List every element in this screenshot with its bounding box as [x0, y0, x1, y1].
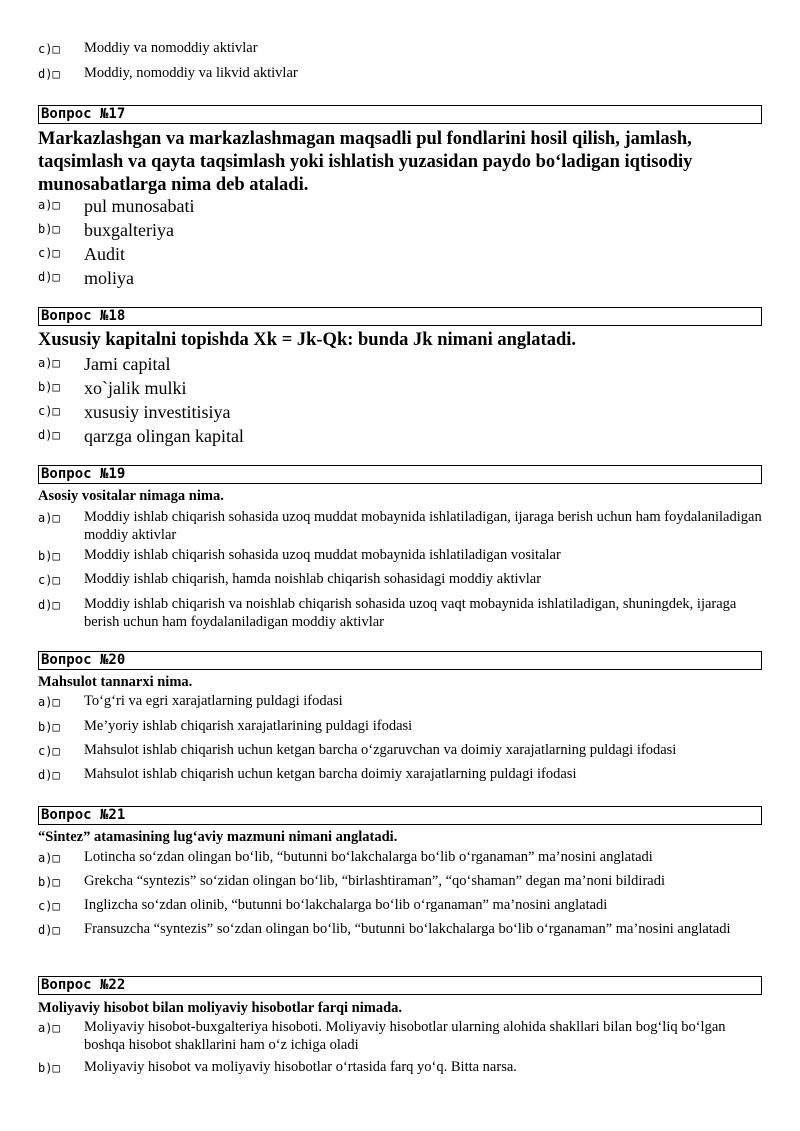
question-header: Вопрос №17	[38, 105, 762, 124]
answer-option[interactable]	[38, 1058, 764, 1076]
option-letter: b)□	[38, 380, 60, 394]
question-header: Вопрос №18	[38, 307, 762, 326]
option-text: Inglizcha so‘zdan olinib, “butunni bo‘lakchalarga bo‘lib o‘rganaman” ma’nosini anglatadi	[84, 897, 608, 913]
answer-option[interactable]	[38, 377, 764, 399]
option-letter: c)□	[38, 744, 60, 758]
question-header: Вопрос №20	[38, 651, 762, 670]
option-text: Moddiy ishlab chiqarish va noishlab chiqarish sohasida uzoq vaqt mobaynida ishlatiladigan, shuningdek, ijaraga berish uchun ham foydalaniladigan moddiy aktivlar	[84, 596, 737, 630]
option-text: Me’yoriy ishlab chiqarish xarajatlarining puldagi ifodasi	[84, 718, 413, 734]
option-text: Moddiy ishlab chiqarish sohasida uzoq muddat mobaynida ishlatiladigan, ijaraga berish uchun ham foydalaniladigan moddiy aktivlar	[84, 509, 762, 543]
option-text: Fransuzcha “syntezis” so‘zdan olingan bo‘lib, “butunni bo‘lakchalarga bo‘lib o‘rganaman” ma’nosini anglatadi	[84, 921, 731, 937]
option-text: Mahsulot ishlab chiqarish uchun ketgan barcha doimiy xarajatlarning puldagi ifodasi	[84, 766, 577, 782]
option-text: qarzga olingan kapital	[84, 426, 244, 446]
option-text: Grekcha “syntezis” so‘zidan olingan bo‘lib, “birlashtiraman”, “qo‘shaman” degan ma’noni bildiradi	[84, 873, 666, 889]
option-text: To‘g‘ri va egri xarajatlarning puldagi ifodasi	[84, 693, 343, 709]
option-text: Mahsulot ishlab chiqarish uchun ketgan barcha o‘zgaruvchan va doimiy xarajatlarning puldagi ifodasi	[84, 742, 677, 758]
option-letter: b)□	[38, 549, 60, 563]
answer-option[interactable]	[38, 546, 764, 564]
option-letter: b)□	[38, 1061, 60, 1075]
answer-option[interactable]	[38, 717, 764, 735]
option-letter: c)□	[38, 42, 60, 56]
question-text: “Sintez” atamasining lug‘aviy mazmuni nimani anglatadi.	[38, 829, 398, 845]
option-letter: a)□	[38, 695, 60, 709]
option-text: Jami capital	[84, 354, 171, 374]
answer-option[interactable]	[38, 848, 764, 866]
option-letter: c)□	[38, 573, 60, 587]
answer-option[interactable]	[38, 508, 764, 544]
option-text: Moliyaviy hisobot-buxgalteriya hisoboti. Moliyaviy hisobotlar ularning alohida shakllari bilan bog‘liq bo‘lgan boshqa hisobot shakllarini ham o‘z ichiga oladi	[84, 1019, 726, 1053]
answer-option[interactable]	[38, 219, 764, 241]
option-text: moliya	[84, 268, 134, 288]
answer-option[interactable]	[38, 267, 764, 289]
answer-option[interactable]	[38, 692, 764, 710]
option-text: xo`jalik mulki	[84, 378, 187, 398]
answer-option[interactable]	[38, 425, 764, 447]
question-text: Xususiy kapitalni topishda Xk = Jk-Qk: bunda Jk nimani anglatadi.	[38, 330, 576, 350]
option-letter: d)□	[38, 67, 60, 81]
question-header: Вопрос №19	[38, 465, 762, 484]
option-letter: d)□	[38, 428, 60, 442]
option-letter: d)□	[38, 598, 60, 612]
answer-option[interactable]	[38, 896, 764, 914]
question-header: Вопрос №22	[38, 976, 762, 995]
question-text: Asosiy vositalar nimaga nima.	[38, 488, 224, 504]
option-text: buxgalteriya	[84, 220, 174, 240]
option-letter: a)□	[38, 356, 60, 370]
option-letter: b)□	[38, 720, 60, 734]
answer-option[interactable]	[38, 920, 764, 938]
option-letter: d)□	[38, 923, 60, 937]
option-text: Lotincha so‘zdan olingan bo‘lib, “butunni bo‘lakchalarga bo‘lib o‘rganaman” ma’nosini anglatadi	[84, 849, 653, 865]
answer-option[interactable]	[38, 64, 764, 82]
answer-option[interactable]	[38, 570, 764, 588]
answer-option[interactable]	[38, 243, 764, 265]
question-header: Вопрос №21	[38, 806, 762, 825]
question-text: Markazlashgan va markazlashmagan maqsadli pul fondlarini hosil qilish, jamlash, taqsimlash va qayta taqsimlash yoki ishlatish yuzasidan paydo bo‘ladigan iqtisodiy munosabatlarga nima deb ataladi.	[38, 129, 693, 195]
option-text: pul munosabati	[84, 196, 195, 216]
answer-option[interactable]	[38, 195, 764, 217]
question-text: Mahsulot tannarxi nima.	[38, 674, 193, 690]
answer-option[interactable]	[38, 39, 764, 57]
option-letter: a)□	[38, 511, 60, 525]
option-letter: d)□	[38, 768, 60, 782]
option-text: Moliyaviy hisobot va moliyaviy hisobotlar o‘rtasida farq yo‘q. Bitta narsa.	[84, 1059, 517, 1075]
option-letter: c)□	[38, 899, 60, 913]
option-letter: d)□	[38, 270, 60, 284]
option-letter: a)□	[38, 1021, 60, 1035]
option-letter: a)□	[38, 198, 60, 212]
option-letter: c)□	[38, 404, 60, 418]
option-text: Moddiy va nomoddiy aktivlar	[84, 40, 258, 56]
option-letter: a)□	[38, 851, 60, 865]
answer-option[interactable]	[38, 1018, 764, 1054]
option-letter: b)□	[38, 875, 60, 889]
option-text: Moddiy ishlab chiqarish sohasida uzoq muddat mobaynida ishlatiladigan vositalar	[84, 547, 561, 563]
answer-option[interactable]	[38, 872, 764, 890]
answer-option[interactable]	[38, 765, 764, 783]
option-text: Moddiy ishlab chiqarish, hamda noishlab chiqarish sohasidagi moddiy aktivlar	[84, 571, 542, 587]
option-letter: b)□	[38, 222, 60, 236]
option-text: xususiy investitisiya	[84, 402, 231, 422]
answer-option[interactable]	[38, 401, 764, 423]
question-text: Moliyaviy hisobot bilan moliyaviy hisobotlar farqi nimada.	[38, 1000, 403, 1016]
option-letter: c)□	[38, 246, 60, 260]
answer-option[interactable]	[38, 741, 764, 759]
option-text: Audit	[84, 244, 126, 264]
answer-option[interactable]	[38, 595, 764, 631]
answer-option[interactable]	[38, 353, 764, 375]
option-text: Moddiy, nomoddiy va likvid aktivlar	[84, 65, 298, 81]
